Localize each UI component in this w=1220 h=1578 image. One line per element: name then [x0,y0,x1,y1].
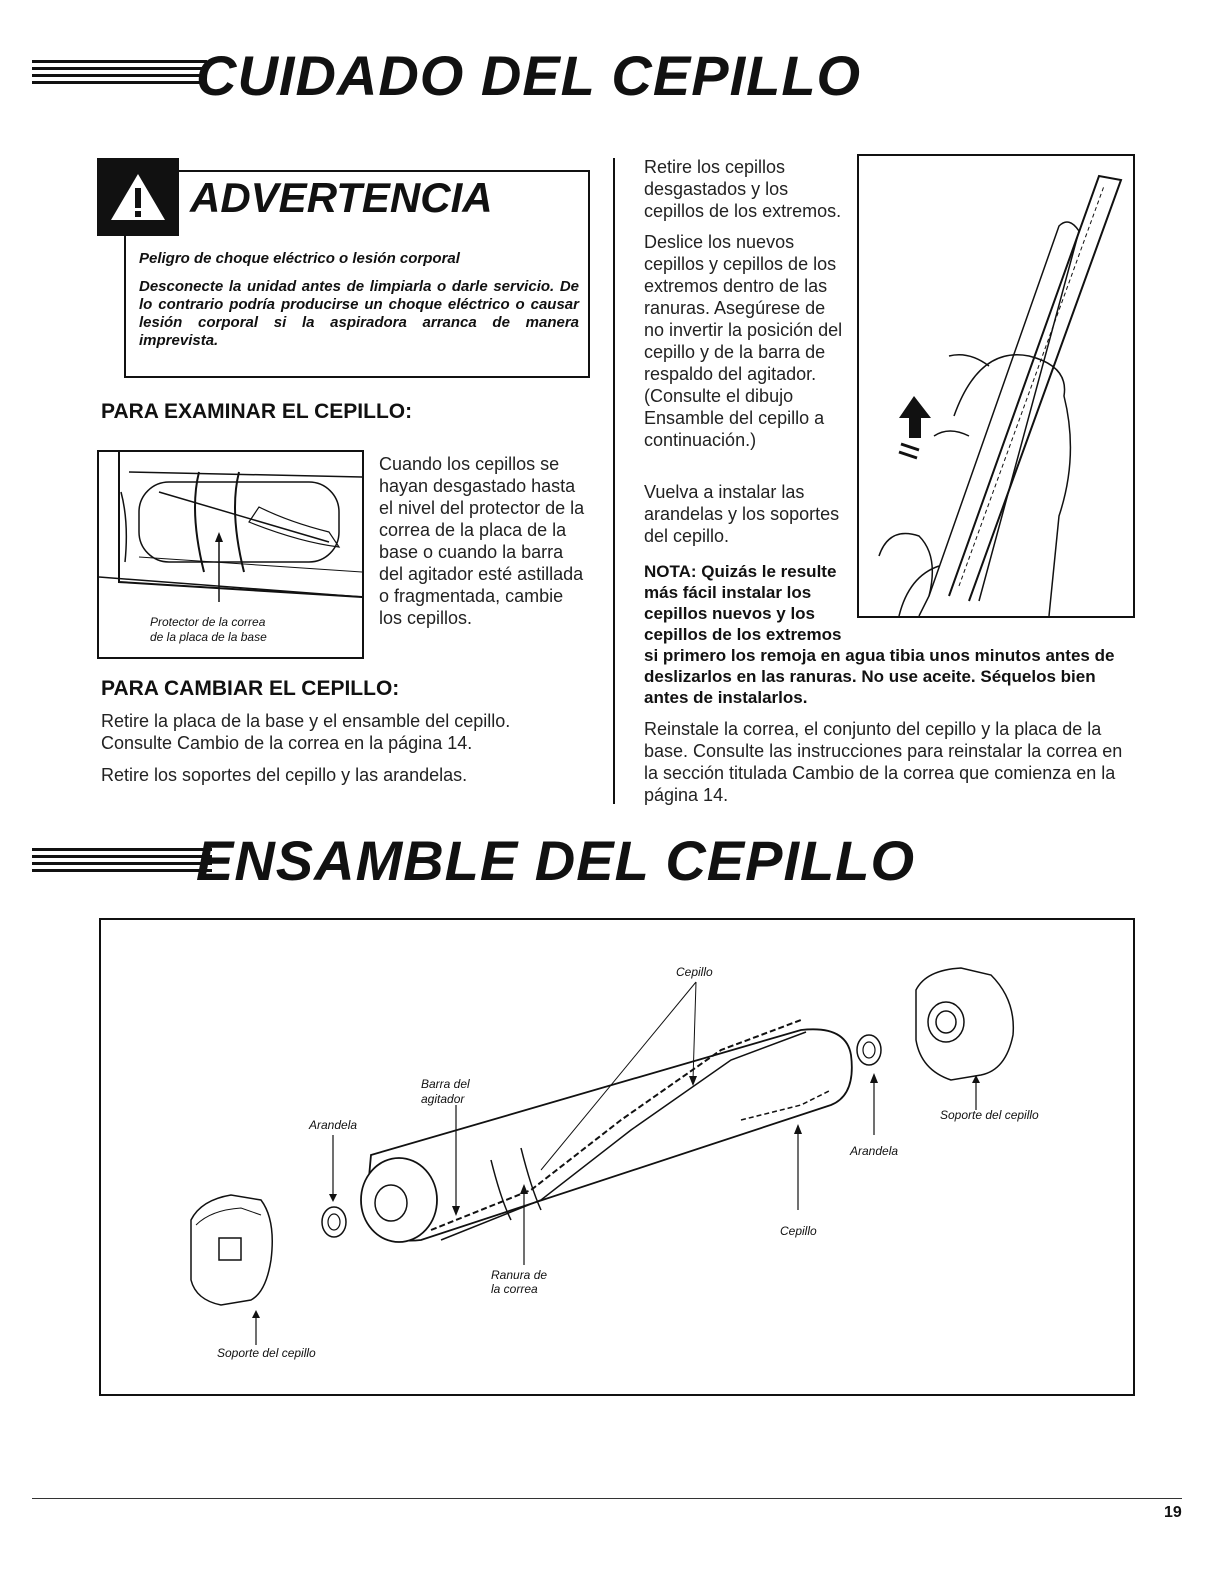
label-cepillo-bottom: Cepillo [780,1224,817,1238]
warning-heading: Peligro de choque eléctrico o lesión corporal [139,250,460,267]
section-title-care: CUIDADO DEL CEPILLO [196,44,862,107]
install-figure [857,154,1135,618]
note-label: NOTA: [644,562,697,581]
section-title-assembly: ENSAMBLE DEL CEPILLO [196,829,916,892]
change-p2: Retire los soportes del cepillo y las arandelas. [101,765,468,785]
label-barra-1: Barra del [421,1077,470,1091]
column-divider [613,158,615,804]
label-arandela-left: Arandela [309,1118,358,1132]
right-p1: Retire los cepillos desgastados y los cepillos de los extremos. [644,157,842,221]
label-ranura-2: la correa [491,1282,538,1296]
examine-caption-1: Protector de la correa [150,615,266,629]
examine-heading: PARA EXAMINAR EL CEPILLO: [101,400,413,423]
right-p4: Reinstale la correa, el conjunto del cepillo y la placa de la base. Consulte las instrucciones para reinstalar la correa en la sección titulada Cambio de la correa que comienza en la página 14. [644,719,1123,805]
title-rule [32,60,207,88]
warning-triangle-icon [97,158,179,236]
right-p3: Vuelva a instalar las arandelas y los soportes del cepillo. [644,482,840,546]
hand-inserting-brush-illustration [859,156,1133,616]
note-text: Quizás le resulte más fácil instalar los cepillos nuevos y los cepillos de los extremos si primero los remoja en agua tibia unos minutos antes de deslizarlos en las ranuras. No use aceite. Séquelos bien antes de instalarlos. [644,561,1130,708]
label-soporte-right: Soporte del cepillo [940,1108,1039,1122]
label-arandela-right: Arandela [850,1144,899,1158]
brush-assembly-illustration [101,920,1133,1394]
page-number: 19 [1164,1504,1182,1521]
label-cepillo-top: Cepillo [676,965,713,979]
change-p1: Retire la placa de la base y el ensamble del cepillo. Consulte Cambio de la correa en la página 14. [101,711,511,753]
footer-rule [32,1498,1182,1499]
label-ranura-1: Ranura de [491,1268,548,1282]
warning-icon-block [97,158,179,236]
note-float-spacer [842,561,1130,645]
examine-caption-2: de la placa de la base [150,630,267,644]
label-soporte-left: Soporte del cepillo [217,1346,316,1360]
examine-text: Cuando los cepillos se hayan desgastado hasta el nivel del protector de la correa de la placa de la base o cuando la barra del agitador esté astillada o fragmentada, cambie los cepillos. [379,454,585,628]
right-p2: Deslice los nuevos cepillos y cepillos de los extremos dentro de las ranuras. Asegúrese de no invertir la posición del cepillo y de la barra de respaldo del agitador. (Consulte el dibujo Ensamble del cepillo a continuación.) [644,232,843,450]
title-rule-2 [32,848,212,876]
warning-text: Desconecte la unidad antes de limpiarla o darle servicio. De lo contrario podría producirse un choque eléctrico o causar lesión corporal si la aspiradora arranca de manera imprevista. [139,278,579,349]
label-barra-2: agitador [421,1092,465,1106]
warning-title: ADVERTENCIA [190,174,493,221]
assembly-figure [99,918,1135,1396]
change-heading: PARA CAMBIAR EL CEPILLO: [101,677,400,700]
up-arrow-icon [899,396,931,438]
